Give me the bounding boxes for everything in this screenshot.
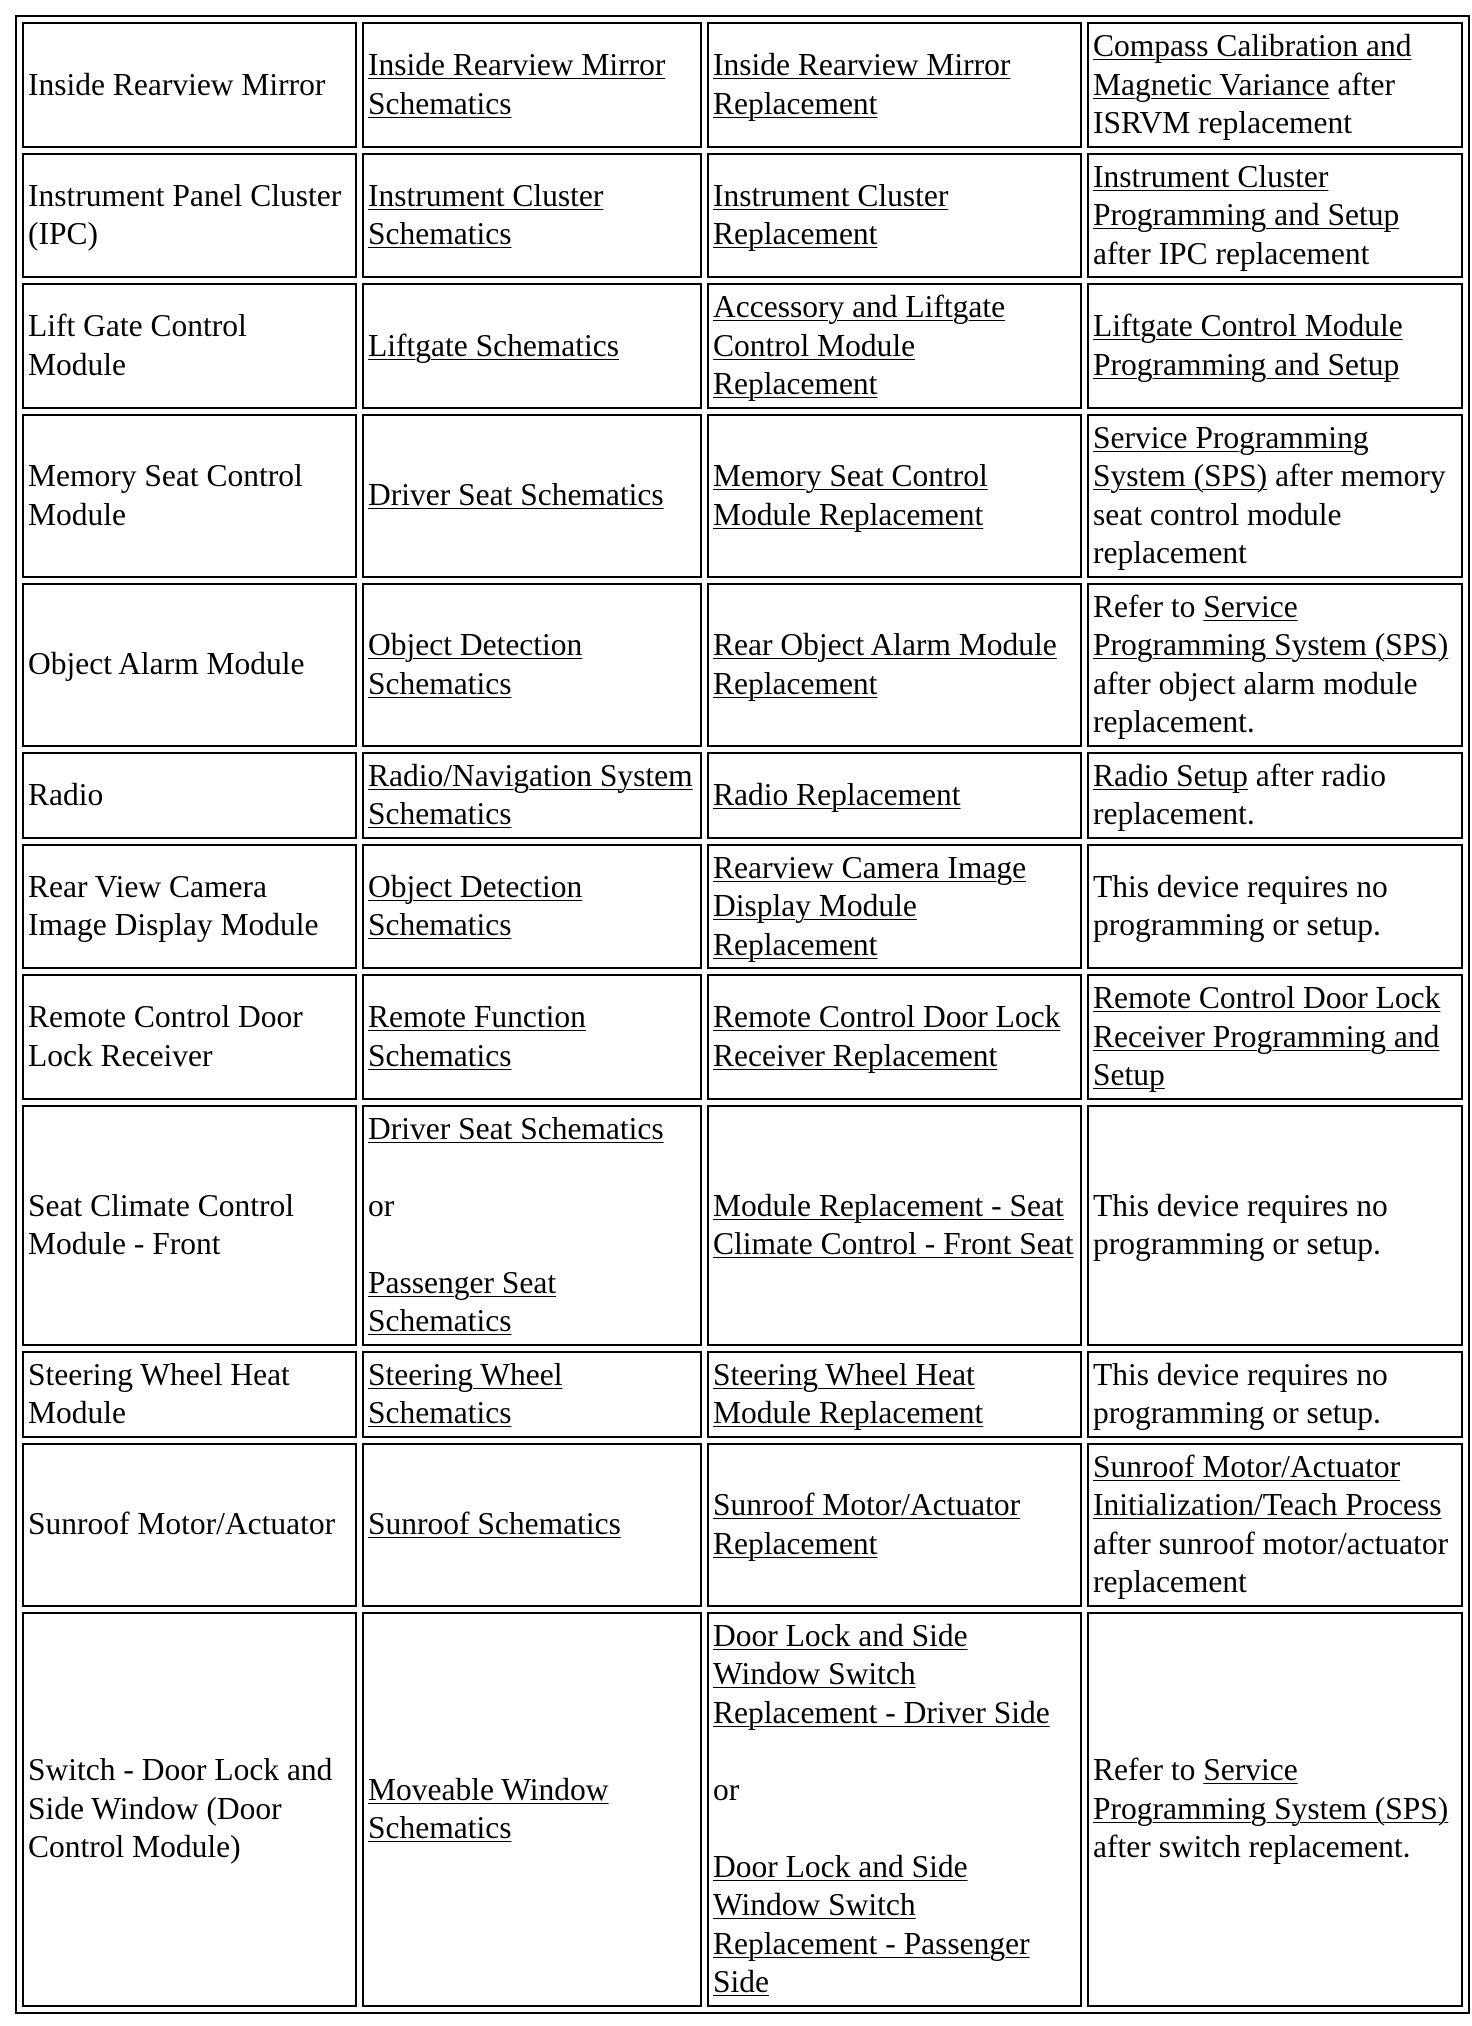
setup-cell xyxy=(1087,153,1463,279)
or-separator: or xyxy=(713,1771,740,1807)
setup-cell xyxy=(1087,752,1463,839)
or-separator: or xyxy=(368,1187,395,1223)
link-paragraph xyxy=(368,1771,696,1848)
schematics-link[interactable]: Instrument Cluster Schematics xyxy=(368,177,604,252)
module-name-cell xyxy=(22,583,357,747)
setup-cell xyxy=(1087,283,1463,409)
table-row xyxy=(22,1351,1463,1438)
schematics-link[interactable]: Object Detection Schematics xyxy=(368,868,583,943)
setup-link[interactable]: Compass Calibration and xyxy=(1093,28,1412,63)
link-paragraph xyxy=(368,177,696,254)
setup-text: after object alarm module replacement. xyxy=(1093,665,1418,739)
module-name: Object Alarm Module xyxy=(28,646,305,682)
module-name: Instrument Panel Cluster (IPC) xyxy=(28,177,342,252)
schematics-link[interactable]: Liftgate Schematics xyxy=(368,327,620,363)
module-name-cell xyxy=(22,1612,357,2007)
setup-text: This device requires no programming or setup. xyxy=(1093,1187,1388,1261)
module-name: Switch - Door Lock and Side Window (Door Control Module) xyxy=(28,1752,333,1865)
module-name: Sunroof Motor/Actuator xyxy=(28,1506,336,1542)
link-paragraph xyxy=(713,457,1076,534)
link-paragraph xyxy=(368,868,696,945)
table-row xyxy=(22,153,1463,279)
replacement-link[interactable]: Remote Control Door Lock Receiver Replacement xyxy=(713,999,1061,1073)
setup-cell xyxy=(1087,583,1463,747)
table-row xyxy=(22,22,1463,148)
replacement-link[interactable]: Door Lock and Side Window Switch Replacement - Passenger Side xyxy=(713,1848,1030,1999)
schematics-cell xyxy=(362,1351,702,1438)
module-name: Remote Control Door Lock Receiver xyxy=(28,999,303,1073)
setup-link[interactable]: Service Programming System (SPS) xyxy=(1093,588,1449,662)
module-name-cell xyxy=(22,1105,357,1346)
schematics-cell xyxy=(362,22,702,148)
setup-cell xyxy=(1087,414,1463,578)
setup-cell xyxy=(1087,844,1463,970)
table-row xyxy=(22,414,1463,578)
setup-link[interactable]: Liftgate Control Module Programming and Setup xyxy=(1093,308,1403,382)
replacement-cell xyxy=(707,844,1082,970)
link-paragraph xyxy=(368,998,696,1075)
setup-text: after sunroof motor/actuator replacement xyxy=(1093,1525,1449,1599)
link-paragraph xyxy=(368,626,696,703)
replacement-cell xyxy=(707,974,1082,1100)
schematics-cell xyxy=(362,414,702,578)
table-row xyxy=(22,283,1463,409)
module-name-cell xyxy=(22,22,357,148)
module-name: Rear View Camera Image Display Module xyxy=(28,868,319,943)
link-paragraph xyxy=(713,46,1076,123)
schematics-cell xyxy=(362,1443,702,1607)
setup-link[interactable]: Remote Control Door Lock Receiver Programming and Setup xyxy=(1093,980,1441,1092)
table-row xyxy=(22,583,1463,747)
link-paragraph xyxy=(368,1505,696,1544)
setup-cell xyxy=(1087,1612,1463,2007)
link-paragraph xyxy=(713,849,1076,965)
table-row xyxy=(22,752,1463,839)
link-paragraph xyxy=(713,1187,1076,1264)
setup-text: after radio replacement. xyxy=(1093,757,1387,831)
link-paragraph xyxy=(368,327,696,366)
replacement-cell xyxy=(707,1612,1082,2007)
schematics-link[interactable]: Remote Function Schematics xyxy=(368,999,586,1073)
setup-cell xyxy=(1087,1351,1463,1438)
module-name: Seat Climate Control Module - Front xyxy=(28,1187,294,1261)
replacement-link[interactable]: Inside Rearview Mirror Replacement xyxy=(713,47,1011,121)
schematics-link[interactable]: Inside Rearview Mirror Schematics xyxy=(368,47,666,121)
schematics-cell xyxy=(362,583,702,747)
setup-text: after memory seat control module replacement xyxy=(1093,458,1446,570)
line-gap xyxy=(368,1225,696,1264)
module-name-cell xyxy=(22,752,357,839)
module-name-cell xyxy=(22,844,357,970)
link-paragraph xyxy=(713,998,1076,1075)
table-row xyxy=(22,1105,1463,1346)
replacement-link[interactable]: Accessory and Liftgate Control Module Replacement xyxy=(713,289,1006,401)
schematics-cell xyxy=(362,752,702,839)
replacement-link[interactable]: Door Lock and Side Window Switch Replacement - Driver Side xyxy=(713,1617,1050,1730)
table-row xyxy=(22,974,1463,1100)
setup-text: Refer to xyxy=(1093,1752,1204,1788)
replacement-cell xyxy=(707,1105,1082,1346)
setup-text: This device requires no programming or setup. xyxy=(1093,868,1388,943)
link-paragraph xyxy=(713,776,1076,815)
setup-cell xyxy=(1087,974,1463,1100)
link-paragraph xyxy=(713,1356,1076,1433)
module-name: Inside Rearview Mirror xyxy=(28,66,326,102)
module-name-cell xyxy=(22,414,357,578)
link-paragraph xyxy=(368,1110,696,1149)
setup-link[interactable]: Magnetic Variance xyxy=(1093,66,1330,102)
schematics-link[interactable]: Sunroof Schematics xyxy=(368,1506,621,1542)
table-row xyxy=(22,1443,1463,1607)
setup-cell xyxy=(1087,1105,1463,1346)
schematics-cell xyxy=(362,1612,702,2007)
schematics-link[interactable]: Radio/Navigation System Schematics xyxy=(368,757,693,831)
module-name: Lift Gate Control Module xyxy=(28,308,247,382)
replacement-link[interactable]: Sunroof Motor/Actuator Replacement xyxy=(713,1487,1021,1561)
replacement-cell xyxy=(707,583,1082,747)
replacement-link[interactable]: Instrument Cluster Replacement xyxy=(713,177,949,252)
link-paragraph xyxy=(713,288,1076,404)
schematics-cell xyxy=(362,153,702,279)
setup-cell xyxy=(1087,1443,1463,1607)
link-paragraph xyxy=(368,46,696,123)
replacement-link[interactable]: Module Replacement - Seat Climate Control - Front Seat xyxy=(713,1187,1074,1261)
link-paragraph xyxy=(713,1848,1076,2002)
module-name-cell xyxy=(22,1443,357,1607)
line-gap xyxy=(368,1148,696,1187)
line-gap xyxy=(713,1809,1076,1848)
replacement-cell xyxy=(707,153,1082,279)
replacement-cell xyxy=(707,22,1082,148)
replacement-cell xyxy=(707,1351,1082,1438)
link-paragraph xyxy=(713,1486,1076,1563)
replacement-cell xyxy=(707,1443,1082,1607)
setup-link[interactable]: Sunroof Motor/Actuator Initialization/Teach Process xyxy=(1093,1448,1442,1522)
replacement-link[interactable]: Rear Object Alarm Module Replacement xyxy=(713,627,1057,701)
setup-cell xyxy=(1087,22,1463,148)
link-paragraph xyxy=(368,476,696,515)
replacement-cell xyxy=(707,414,1082,578)
setup-text: after switch replacement. xyxy=(1093,1829,1411,1865)
schematics-cell xyxy=(362,844,702,970)
link-paragraph xyxy=(368,757,696,834)
module-name-cell xyxy=(22,283,357,409)
replacement-cell xyxy=(707,283,1082,409)
replacement-link[interactable]: Steering Wheel Heat Module Replacement xyxy=(713,1356,984,1430)
module-name: Memory Seat Control Module xyxy=(28,458,303,532)
replacement-link[interactable]: Radio Replacement xyxy=(713,776,961,812)
schematics-link[interactable]: Passenger Seat Schematics xyxy=(368,1264,557,1338)
replacement-link[interactable]: Rearview Camera Image Display Module Replacement xyxy=(713,849,1027,962)
schematics-cell xyxy=(362,974,702,1100)
schematics-cell xyxy=(362,1105,702,1346)
link-paragraph xyxy=(368,1356,696,1433)
link-paragraph xyxy=(368,1264,696,1341)
schematics-link[interactable]: Driver Seat Schematics xyxy=(368,477,664,513)
schematics-link[interactable]: Driver Seat Schematics xyxy=(368,1110,664,1146)
module-name: Radio xyxy=(28,776,104,812)
setup-link[interactable]: Radio Setup xyxy=(1093,757,1248,793)
replacement-cell xyxy=(707,752,1082,839)
setup-link[interactable]: Instrument Cluster Programming and Setup xyxy=(1093,158,1400,232)
setup-text: after ISRVM replacement xyxy=(1093,66,1396,140)
table-row xyxy=(22,844,1463,970)
schematics-cell xyxy=(362,283,702,409)
module-name: Steering Wheel Heat Module xyxy=(28,1356,290,1430)
setup-link[interactable]: Service Programming System (SPS) xyxy=(1093,419,1369,493)
schematics-link[interactable]: Moveable Window Schematics xyxy=(368,1771,609,1845)
schematics-link[interactable]: Steering Wheel Schematics xyxy=(368,1356,563,1430)
table-row xyxy=(22,1612,1463,2007)
module-name-cell xyxy=(22,1351,357,1438)
module-setup-table xyxy=(15,15,1470,2014)
setup-text: after IPC replacement xyxy=(1093,235,1370,271)
schematics-link[interactable]: Object Detection Schematics xyxy=(368,627,583,701)
table-body xyxy=(22,22,1463,2007)
replacement-link[interactable]: Memory Seat Control Module Replacement xyxy=(713,458,988,532)
module-name-cell xyxy=(22,974,357,1100)
setup-link[interactable]: Service Programming System (SPS) xyxy=(1093,1752,1449,1826)
link-paragraph xyxy=(713,1617,1076,1733)
setup-text: Refer to xyxy=(1093,588,1204,624)
link-paragraph xyxy=(713,177,1076,254)
link-paragraph xyxy=(713,626,1076,703)
line-gap xyxy=(713,1732,1076,1771)
setup-text: This device requires no programming or setup. xyxy=(1093,1356,1388,1430)
module-name-cell xyxy=(22,153,357,279)
